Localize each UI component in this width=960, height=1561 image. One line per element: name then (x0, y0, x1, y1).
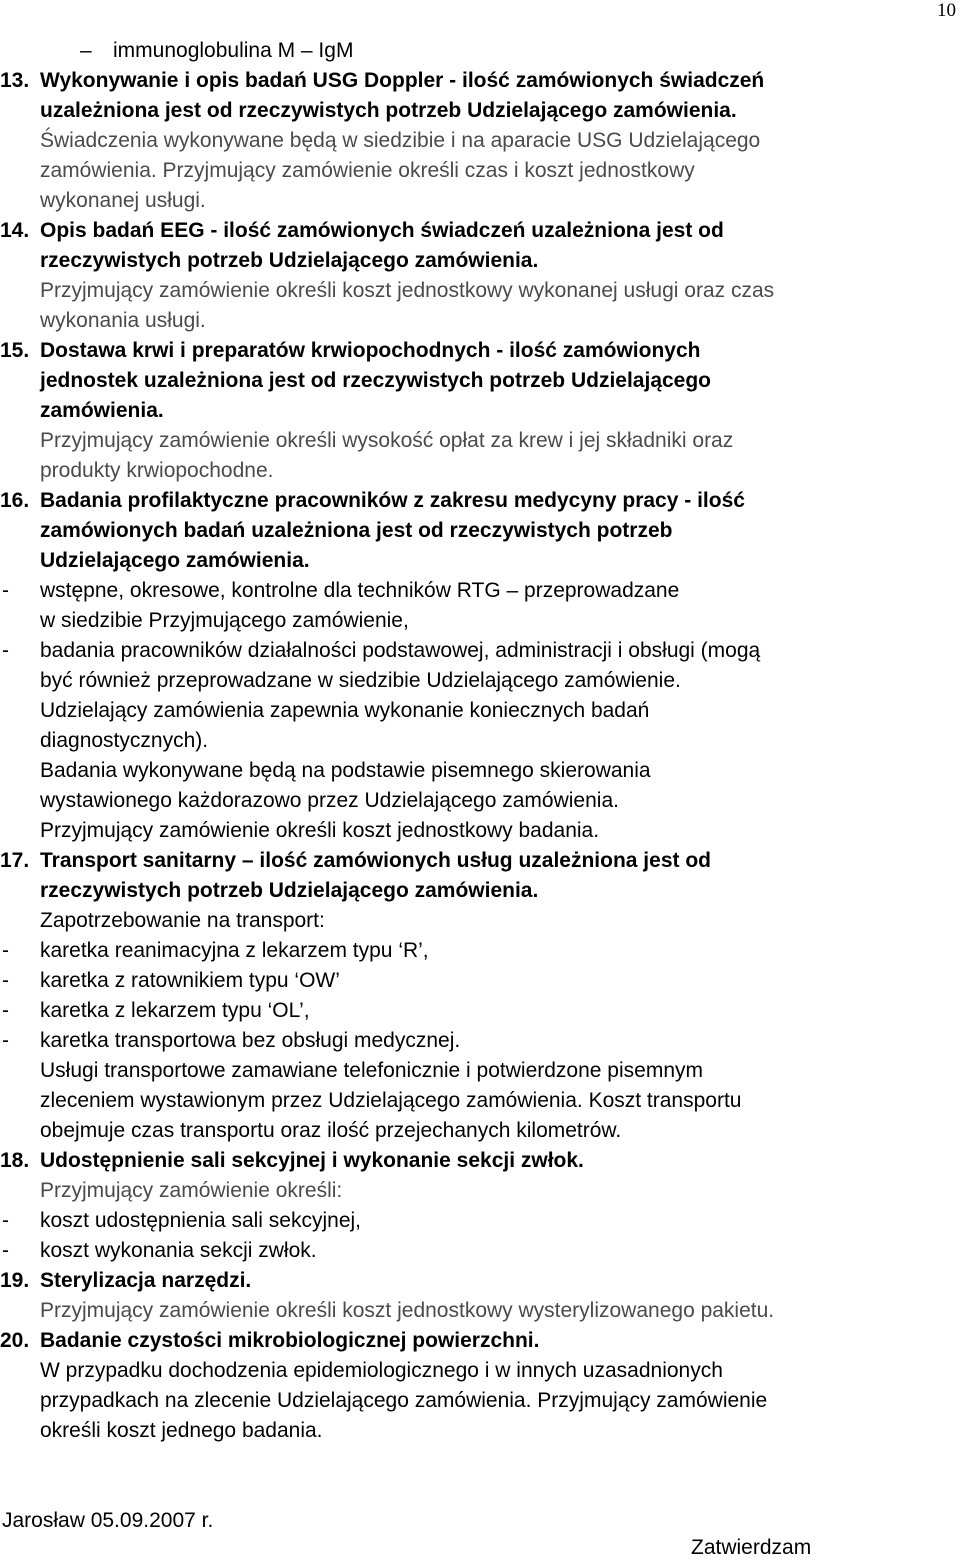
list-bullet: - (2, 1239, 9, 1262)
text-line: Świadczenia wykonywane będą w siedzibie i na aparacie USG Udzielającego (40, 129, 761, 152)
text-line: Przyjmujący zamówienie określi koszt jednostkowy wykonanej usługi oraz czas (40, 279, 775, 302)
text-line: uzależniona jest od rzeczywistych potrzeb Udzielającego zamówienia. (40, 99, 737, 122)
text-line: wykonania usługi. (40, 309, 206, 332)
list-bullet: - (2, 1029, 9, 1052)
list-bullet: – (80, 39, 92, 62)
text-line: zamówienia. (40, 399, 164, 422)
section-number: 18. (0, 1149, 30, 1172)
text-line: Przyjmujący zamówienie określi wysokość opłat za krew i jej składniki oraz (40, 429, 734, 452)
text-line: Udzielający zamówienia zapewnia wykonanie koniecznych badań (40, 699, 650, 722)
text-line: wystawionego każdorazowo przez Udzielającego zamówienia. (40, 789, 619, 812)
text-line: zleceniem wystawionym przez Udzielającego zamówienia. Koszt transportu (40, 1089, 742, 1112)
section-number: 16. (0, 489, 30, 512)
text-line: rzeczywistych potrzeb Udzielającego zamówienia. (40, 249, 539, 272)
list-item-text: koszt wykonania sekcji zwłok. (40, 1239, 317, 1262)
text-line: produkty krwiopochodne. (40, 459, 274, 482)
list-bullet: - (2, 639, 9, 662)
text-line: zamówienia. Przyjmujący zamówienie określi czas i koszt jednostkowy (40, 159, 695, 182)
text-line: Badania wykonywane będą na podstawie pisemnego skierowania (40, 759, 651, 782)
text-line: Przyjmujący zamówienie określi koszt jednostkowy badania. (40, 819, 600, 842)
text-line: W przypadku dochodzenia epidemiologicznego i w innych uzasadnionych (40, 1359, 723, 1382)
text-line: rzeczywistych potrzeb Udzielającego zamówienia. (40, 879, 539, 902)
list-item-text: karetka z ratownikiem typu ‘OW’ (40, 969, 340, 992)
list-bullet: - (2, 969, 9, 992)
list-item-text: karetka reanimacyjna z lekarzem typu ‘R’, (40, 939, 429, 962)
section-heading: Badania profilaktyczne pracowników z zakresu medycyny pracy - ilość (40, 489, 745, 512)
list-item-text: karetka transportowa bez obsługi medycznej. (40, 1029, 461, 1052)
section-number: 13. (0, 69, 30, 92)
text-line: Zapotrzebowanie na transport: (40, 909, 325, 932)
section-number: 20. (0, 1329, 30, 1352)
page-number: 10 (937, 0, 956, 21)
section-heading: Badanie czystości mikrobiologicznej powierzchni. (40, 1329, 540, 1352)
section-number: 19. (0, 1269, 30, 1292)
section-heading: Dostawa krwi i preparatów krwiopochodnych - ilość zamówionych (40, 339, 701, 362)
list-bullet: - (2, 999, 9, 1022)
section-heading: Udostępnienie sali sekcyjnej i wykonanie sekcji zwłok. (40, 1149, 584, 1172)
approval-label: Zatwierdzam (691, 1536, 812, 1559)
text-line: obejmuje czas transportu oraz ilość przejechanych kilometrów. (40, 1119, 622, 1142)
section-number: 15. (0, 339, 30, 362)
list-item-text: karetka z lekarzem typu ‘OL’, (40, 999, 310, 1022)
section-heading: Sterylizacja narzędzi. (40, 1269, 252, 1292)
section-heading: Transport sanitarny – ilość zamówionych usług uzależniona jest od (40, 849, 711, 872)
text-line: określi koszt jednego badania. (40, 1419, 323, 1442)
list-bullet: - (2, 1209, 9, 1232)
list-item-text: koszt udostępnienia sali sekcyjnej, (40, 1209, 362, 1232)
text-line: Przyjmujący zamówienie określi koszt jednostkowy wysterylizowanego pakietu. (40, 1299, 775, 1322)
text-line: jednostek uzależniona jest od rzeczywistych potrzeb Udzielającego (40, 369, 712, 392)
list-bullet: - (2, 579, 9, 602)
place-and-date: Jarosław 05.09.2007 r. (2, 1509, 214, 1532)
text-line: wykonanej usługi. (40, 189, 206, 212)
section-number: 14. (0, 219, 30, 242)
section-heading: Wykonywanie i opis badań USG Doppler - ilość zamówionych świadczeń (40, 69, 765, 92)
text-line: być również przeprowadzane w siedzibie Udzielającego zamówienie. (40, 669, 681, 692)
text-line: w siedzibie Przyjmującego zamówienie, (40, 609, 409, 632)
text-line: przypadkach na zlecenie Udzielającego zamówienia. Przyjmujący zamówienie (40, 1389, 768, 1412)
list-item-text: wstępne, okresowe, kontrolne dla techników RTG – przeprowadzane (40, 579, 680, 602)
text-line: immunoglobulina M – IgM (113, 39, 354, 62)
text-line: zamówionych badań uzależniona jest od rzeczywistych potrzeb (40, 519, 673, 542)
section-heading: Opis badań EEG - ilość zamówionych świadczeń uzależniona jest od (40, 219, 724, 242)
text-line: Przyjmujący zamówienie określi: (40, 1179, 343, 1202)
list-item-text: badania pracowników działalności podstawowej, administracji i obsługi (mogą (40, 639, 761, 662)
text-line: Udzielającego zamówienia. (40, 549, 310, 572)
list-bullet: - (2, 939, 9, 962)
text-line: diagnostycznych). (40, 729, 209, 752)
text-line: Usługi transportowe zamawiane telefonicznie i potwierdzone pisemnym (40, 1059, 703, 1082)
section-number: 17. (0, 849, 30, 872)
